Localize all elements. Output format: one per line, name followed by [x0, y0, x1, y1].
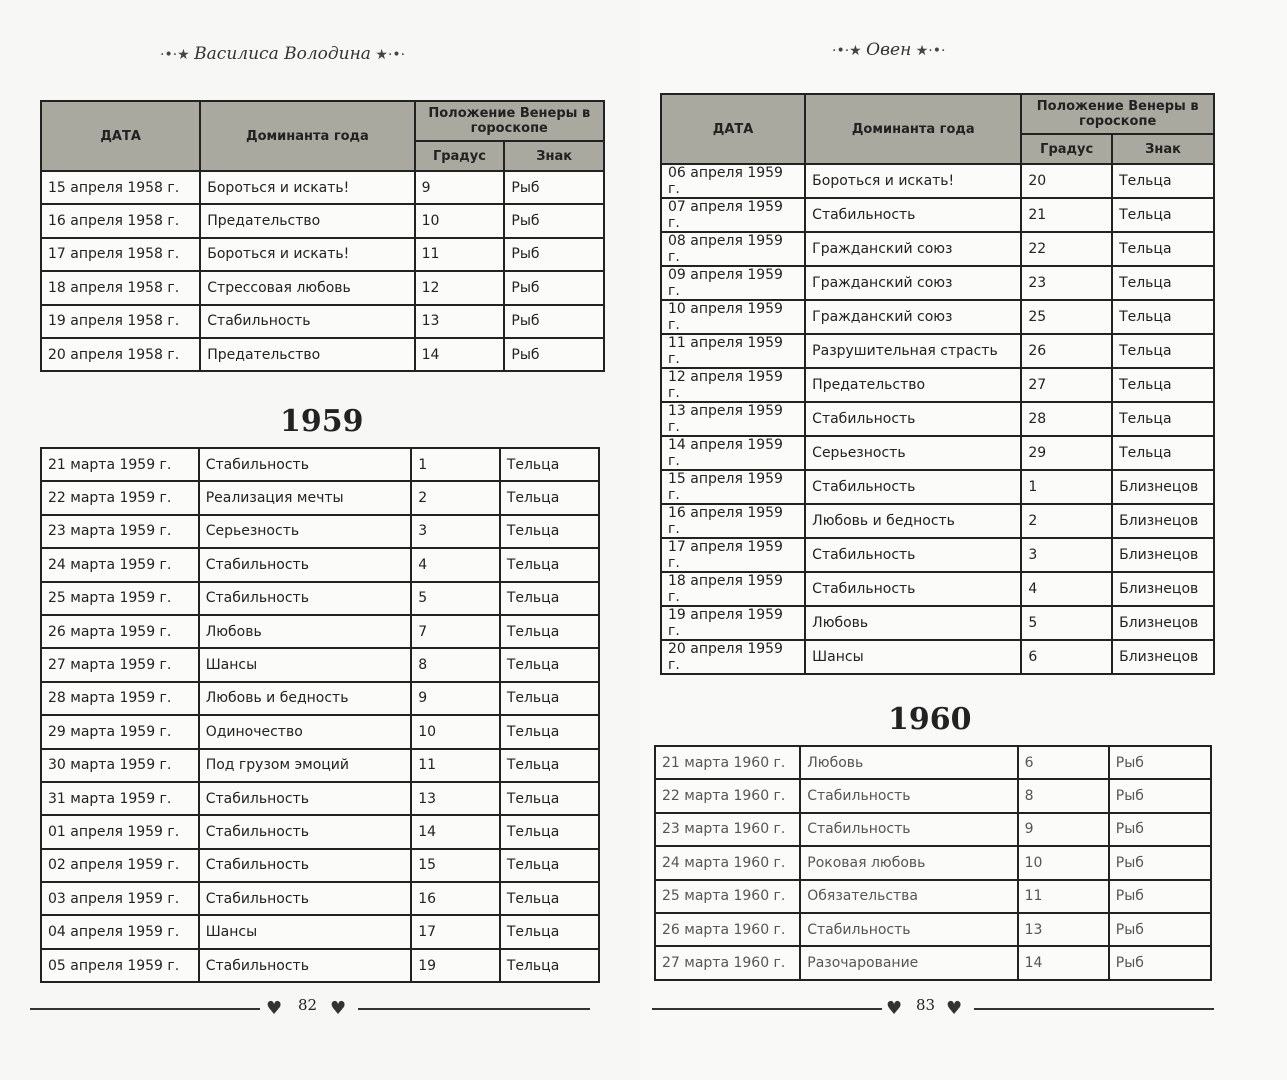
degree-cell: 13	[415, 305, 505, 338]
table-row	[661, 470, 1214, 504]
degree-cell: 14	[411, 815, 500, 848]
sign-cell: Тельца	[1112, 368, 1214, 402]
date-cell: 17 апреля 1959 г.	[661, 538, 805, 572]
sign-cell: Рыб	[504, 238, 604, 271]
degree-cell: 4	[411, 548, 500, 581]
dominant-cell: Разочарование	[800, 946, 1017, 979]
table-row	[661, 606, 1214, 640]
date-cell: 01 апреля 1959 г.	[41, 815, 199, 848]
table-row	[41, 238, 604, 271]
date-cell: 14 апреля 1959 г.	[661, 436, 805, 470]
sign-cell: Тельца	[500, 548, 599, 581]
table-row	[41, 305, 604, 338]
sign-cell: Тельца	[1112, 198, 1214, 232]
dominant-cell: Любовь и бедность	[199, 682, 412, 715]
table-row	[41, 715, 599, 748]
date-cell: 15 апреля 1958 г.	[41, 171, 200, 204]
table-row	[655, 813, 1211, 846]
dominant-cell: Стабильность	[199, 882, 412, 915]
table-row	[41, 615, 599, 648]
degree-cell: 11	[415, 238, 505, 271]
table-row	[655, 746, 1211, 779]
dominant-cell: Бороться и искать!	[805, 164, 1021, 198]
table-row	[655, 913, 1211, 946]
table-row	[661, 402, 1214, 436]
date-cell: 27 марта 1960 г.	[655, 946, 800, 979]
header-dominant: Доминанта года	[200, 101, 414, 171]
page-number: 83	[916, 996, 936, 1014]
degree-cell: 26	[1021, 334, 1112, 368]
date-cell: 19 апреля 1958 г.	[41, 305, 200, 338]
table-row	[655, 946, 1211, 979]
table-row	[661, 504, 1214, 538]
table-row	[661, 640, 1214, 674]
running-head	[832, 40, 945, 60]
date-cell: 22 марта 1960 г.	[655, 779, 800, 812]
degree-cell: 19	[411, 949, 500, 982]
table-row	[661, 300, 1214, 334]
sign-cell: Рыб	[1109, 946, 1211, 979]
degree-cell: 8	[411, 648, 500, 681]
footer-rule	[974, 1008, 1214, 1010]
sign-cell: Рыб	[504, 271, 604, 304]
dominant-cell: Стабильность	[805, 470, 1021, 504]
dominant-cell: Стабильность	[199, 782, 412, 815]
degree-cell: 10	[415, 204, 505, 237]
heart-icon: ♥	[266, 998, 283, 1019]
sign-cell: Тельца	[500, 481, 599, 514]
dominant-cell: Предательство	[200, 338, 414, 371]
dominant-cell: Гражданский союз	[805, 266, 1021, 300]
dominant-cell: Стабильность	[200, 305, 414, 338]
table-row	[41, 682, 599, 715]
sign-cell: Тельца	[500, 448, 599, 481]
dominant-cell: Реализация мечты	[199, 481, 412, 514]
header-venus: Положение Венеры в гороскопе	[1021, 94, 1214, 134]
degree-cell: 10	[1018, 846, 1109, 879]
sign-cell: Тельца	[500, 782, 599, 815]
degree-cell: 16	[411, 882, 500, 915]
degree-cell: 27	[1021, 368, 1112, 402]
dominant-cell: Шансы	[805, 640, 1021, 674]
date-cell: 29 марта 1959 г.	[41, 715, 199, 748]
header-dominant: Доминанта года	[805, 94, 1021, 164]
dominant-cell: Стабильность	[800, 779, 1017, 812]
degree-cell: 5	[411, 582, 500, 615]
header-venus: Положение Венеры в гороскопе	[415, 101, 604, 141]
table-row	[41, 949, 599, 982]
table-row	[41, 204, 604, 237]
sign-cell: Тельца	[500, 915, 599, 948]
table-row	[655, 846, 1211, 879]
date-cell: 03 апреля 1959 г.	[41, 882, 199, 915]
venus-table-top	[660, 93, 1215, 675]
sign-cell: Тельца	[500, 882, 599, 915]
degree-cell: 6	[1018, 746, 1109, 779]
table-row	[661, 436, 1214, 470]
date-cell: 20 апреля 1959 г.	[661, 640, 805, 674]
dominant-cell: Предательство	[805, 368, 1021, 402]
dominant-cell: Стабильность	[199, 849, 412, 882]
sign-cell: Рыб	[1109, 746, 1211, 779]
date-cell: 06 апреля 1959 г.	[661, 164, 805, 198]
date-cell: 31 марта 1959 г.	[41, 782, 199, 815]
footer-rule	[358, 1008, 590, 1010]
degree-cell: 1	[411, 448, 500, 481]
sign-cell: Тельца	[1112, 436, 1214, 470]
date-cell: 13 апреля 1959 г.	[661, 402, 805, 436]
date-cell: 24 марта 1960 г.	[655, 846, 800, 879]
right-page	[640, 0, 1287, 1080]
date-cell: 19 апреля 1959 г.	[661, 606, 805, 640]
sign-cell: Тельца	[500, 648, 599, 681]
sign-cell: Рыб	[1109, 913, 1211, 946]
dominant-cell: Любовь и бедность	[805, 504, 1021, 538]
date-cell: 10 апреля 1959 г.	[661, 300, 805, 334]
sign-cell: Тельца	[1112, 164, 1214, 198]
table-row	[41, 515, 599, 548]
dominant-cell: Роковая любовь	[800, 846, 1017, 879]
year-heading: 1959	[280, 404, 364, 439]
sign-cell: Близнецов	[1112, 640, 1214, 674]
degree-cell: 11	[411, 749, 500, 782]
date-cell: 30 марта 1959 г.	[41, 749, 199, 782]
degree-cell: 7	[411, 615, 500, 648]
sign-cell: Тельца	[500, 749, 599, 782]
sign-cell: Тельца	[500, 815, 599, 848]
sign-cell: Близнецов	[1112, 504, 1214, 538]
sign-cell: Близнецов	[1112, 538, 1214, 572]
sign-cell: Тельца	[1112, 334, 1214, 368]
header-date: ДАТА	[41, 101, 200, 171]
dominant-cell: Любовь	[800, 746, 1017, 779]
dominant-cell: Стабильность	[199, 548, 412, 581]
table-row	[661, 334, 1214, 368]
dominant-cell: Бороться и искать!	[200, 171, 414, 204]
dominant-cell: Под грузом эмоций	[199, 749, 412, 782]
dominant-cell: Одиночество	[199, 715, 412, 748]
dominant-cell: Любовь	[199, 615, 412, 648]
table-row	[41, 648, 599, 681]
header-date: ДАТА	[661, 94, 805, 164]
sign-cell: Рыб	[1109, 846, 1211, 879]
degree-cell: 15	[411, 849, 500, 882]
header-degree: Градус	[415, 141, 505, 171]
page-number: 82	[298, 996, 318, 1014]
date-cell: 22 марта 1959 г.	[41, 481, 199, 514]
degree-cell: 4	[1021, 572, 1112, 606]
sign-cell: Тельца	[500, 615, 599, 648]
dominant-cell: Стабильность	[800, 813, 1017, 846]
running-head-text: Василиса Володина	[194, 44, 371, 64]
date-cell: 26 марта 1960 г.	[655, 913, 800, 946]
sign-cell: Близнецов	[1112, 606, 1214, 640]
dominant-cell: Стабильность	[805, 538, 1021, 572]
sign-cell: Тельца	[1112, 402, 1214, 436]
degree-cell: 13	[411, 782, 500, 815]
sign-cell: Близнецов	[1112, 572, 1214, 606]
date-cell: 28 марта 1959 г.	[41, 682, 199, 715]
header-sign: Знак	[504, 141, 604, 171]
sign-cell: Близнецов	[1112, 470, 1214, 504]
dominant-cell: Стрессовая любовь	[200, 271, 414, 304]
date-cell: 27 марта 1959 г.	[41, 648, 199, 681]
date-cell: 26 марта 1959 г.	[41, 615, 199, 648]
table-row	[41, 338, 604, 371]
venus-table-bottom	[654, 745, 1212, 981]
degree-cell: 6	[1021, 640, 1112, 674]
degree-cell: 9	[411, 682, 500, 715]
dominant-cell: Гражданский союз	[805, 300, 1021, 334]
degree-cell: 20	[1021, 164, 1112, 198]
sign-cell: Тельца	[500, 949, 599, 982]
year-heading: 1960	[888, 702, 972, 737]
degree-cell: 11	[1018, 880, 1109, 913]
date-cell: 17 апреля 1958 г.	[41, 238, 200, 271]
date-cell: 08 апреля 1959 г.	[661, 232, 805, 266]
degree-cell: 8	[1018, 779, 1109, 812]
degree-cell: 14	[415, 338, 505, 371]
footer-rule	[652, 1008, 882, 1010]
degree-cell: 28	[1021, 402, 1112, 436]
date-cell: 23 марта 1959 г.	[41, 515, 199, 548]
header-sign: Знак	[1112, 134, 1214, 164]
dominant-cell: Бороться и искать!	[200, 238, 414, 271]
date-cell: 21 марта 1960 г.	[655, 746, 800, 779]
dominant-cell: Серьезность	[199, 515, 412, 548]
table-row	[41, 548, 599, 581]
sign-cell: Рыб	[1109, 813, 1211, 846]
degree-cell: 3	[411, 515, 500, 548]
table-row	[661, 266, 1214, 300]
footer-rule	[30, 1008, 260, 1010]
sign-cell: Рыб	[504, 204, 604, 237]
degree-cell: 14	[1018, 946, 1109, 979]
sign-cell: Тельца	[500, 682, 599, 715]
date-cell: 05 апреля 1959 г.	[41, 949, 199, 982]
table-row	[41, 271, 604, 304]
dominant-cell: Стабильность	[805, 572, 1021, 606]
date-cell: 24 марта 1959 г.	[41, 548, 199, 581]
running-head-text: Овен	[866, 40, 912, 60]
degree-cell: 5	[1021, 606, 1112, 640]
degree-cell: 9	[1018, 813, 1109, 846]
date-cell: 15 апреля 1959 г.	[661, 470, 805, 504]
dominant-cell: Серьезность	[805, 436, 1021, 470]
sign-cell: Рыб	[1109, 779, 1211, 812]
date-cell: 18 апреля 1959 г.	[661, 572, 805, 606]
venus-table-bottom	[40, 447, 600, 983]
table-row	[41, 448, 599, 481]
dominant-cell: Стабильность	[199, 582, 412, 615]
degree-cell: 23	[1021, 266, 1112, 300]
date-cell: 12 апреля 1959 г.	[661, 368, 805, 402]
degree-cell: 3	[1021, 538, 1112, 572]
dominant-cell: Стабильность	[199, 448, 412, 481]
degree-cell: 2	[1021, 504, 1112, 538]
date-cell: 02 апреля 1959 г.	[41, 849, 199, 882]
degree-cell: 10	[411, 715, 500, 748]
degree-cell: 22	[1021, 232, 1112, 266]
date-cell: 16 апреля 1959 г.	[661, 504, 805, 538]
sign-cell: Тельца	[500, 582, 599, 615]
table-row	[655, 779, 1211, 812]
dominant-cell: Стабильность	[199, 815, 412, 848]
dominant-cell: Разрушительная страсть	[805, 334, 1021, 368]
table-row	[661, 232, 1214, 266]
dominant-cell: Стабильность	[805, 198, 1021, 232]
sign-cell: Тельца	[500, 515, 599, 548]
dominant-cell: Гражданский союз	[805, 232, 1021, 266]
sign-cell: Рыб	[1109, 880, 1211, 913]
table-row	[41, 582, 599, 615]
sign-cell: Тельца	[500, 715, 599, 748]
degree-cell: 21	[1021, 198, 1112, 232]
table-row	[661, 164, 1214, 198]
dominant-cell: Шансы	[199, 915, 412, 948]
dominant-cell: Шансы	[199, 648, 412, 681]
sign-cell: Тельца	[1112, 232, 1214, 266]
table-row	[661, 538, 1214, 572]
date-cell: 07 апреля 1959 г.	[661, 198, 805, 232]
sign-cell: Тельца	[500, 849, 599, 882]
dominant-cell: Предательство	[200, 204, 414, 237]
date-cell: 18 апреля 1958 г.	[41, 271, 200, 304]
table-row	[41, 849, 599, 882]
degree-cell: 13	[1018, 913, 1109, 946]
table-row	[41, 782, 599, 815]
table-row	[41, 815, 599, 848]
left-page	[0, 0, 640, 1080]
date-cell: 04 апреля 1959 г.	[41, 915, 199, 948]
sign-cell: Тельца	[1112, 300, 1214, 334]
degree-cell: 9	[415, 171, 505, 204]
degree-cell: 1	[1021, 470, 1112, 504]
venus-table-top	[40, 100, 605, 372]
sign-cell: Рыб	[504, 305, 604, 338]
table-row	[661, 198, 1214, 232]
degree-cell: 17	[411, 915, 500, 948]
date-cell: 23 марта 1960 г.	[655, 813, 800, 846]
stars-ornament-icon: ★·•·	[370, 47, 406, 63]
stars-ornament-icon: ·•·★	[160, 47, 195, 63]
degree-cell: 2	[411, 481, 500, 514]
date-cell: 21 марта 1959 г.	[41, 448, 199, 481]
table-row	[655, 880, 1211, 913]
dominant-cell: Стабильность	[800, 913, 1017, 946]
table-row	[661, 368, 1214, 402]
degree-cell: 25	[1021, 300, 1112, 334]
header-degree: Градус	[1021, 134, 1112, 164]
heart-icon: ♥	[886, 998, 903, 1019]
sign-cell: Рыб	[504, 171, 604, 204]
date-cell: 25 марта 1960 г.	[655, 880, 800, 913]
heart-icon: ♥	[330, 998, 347, 1019]
sign-cell: Тельца	[1112, 266, 1214, 300]
date-cell: 25 марта 1959 г.	[41, 582, 199, 615]
degree-cell: 12	[415, 271, 505, 304]
table-row	[41, 882, 599, 915]
date-cell: 20 апреля 1958 г.	[41, 338, 200, 371]
heart-icon: ♥	[946, 998, 963, 1019]
sign-cell: Рыб	[504, 338, 604, 371]
dominant-cell: Любовь	[805, 606, 1021, 640]
table-row	[661, 572, 1214, 606]
table-row	[41, 915, 599, 948]
dominant-cell: Стабильность	[199, 949, 412, 982]
dominant-cell: Обязательства	[800, 880, 1017, 913]
table-row	[41, 749, 599, 782]
running-head	[160, 44, 405, 64]
degree-cell: 29	[1021, 436, 1112, 470]
date-cell: 09 апреля 1959 г.	[661, 266, 805, 300]
dominant-cell: Стабильность	[805, 402, 1021, 436]
stars-ornament-icon: ·•·★	[832, 43, 867, 59]
table-row	[41, 171, 604, 204]
table-row	[41, 481, 599, 514]
date-cell: 11 апреля 1959 г.	[661, 334, 805, 368]
stars-ornament-icon: ★·•·	[911, 43, 946, 59]
date-cell: 16 апреля 1958 г.	[41, 204, 200, 237]
